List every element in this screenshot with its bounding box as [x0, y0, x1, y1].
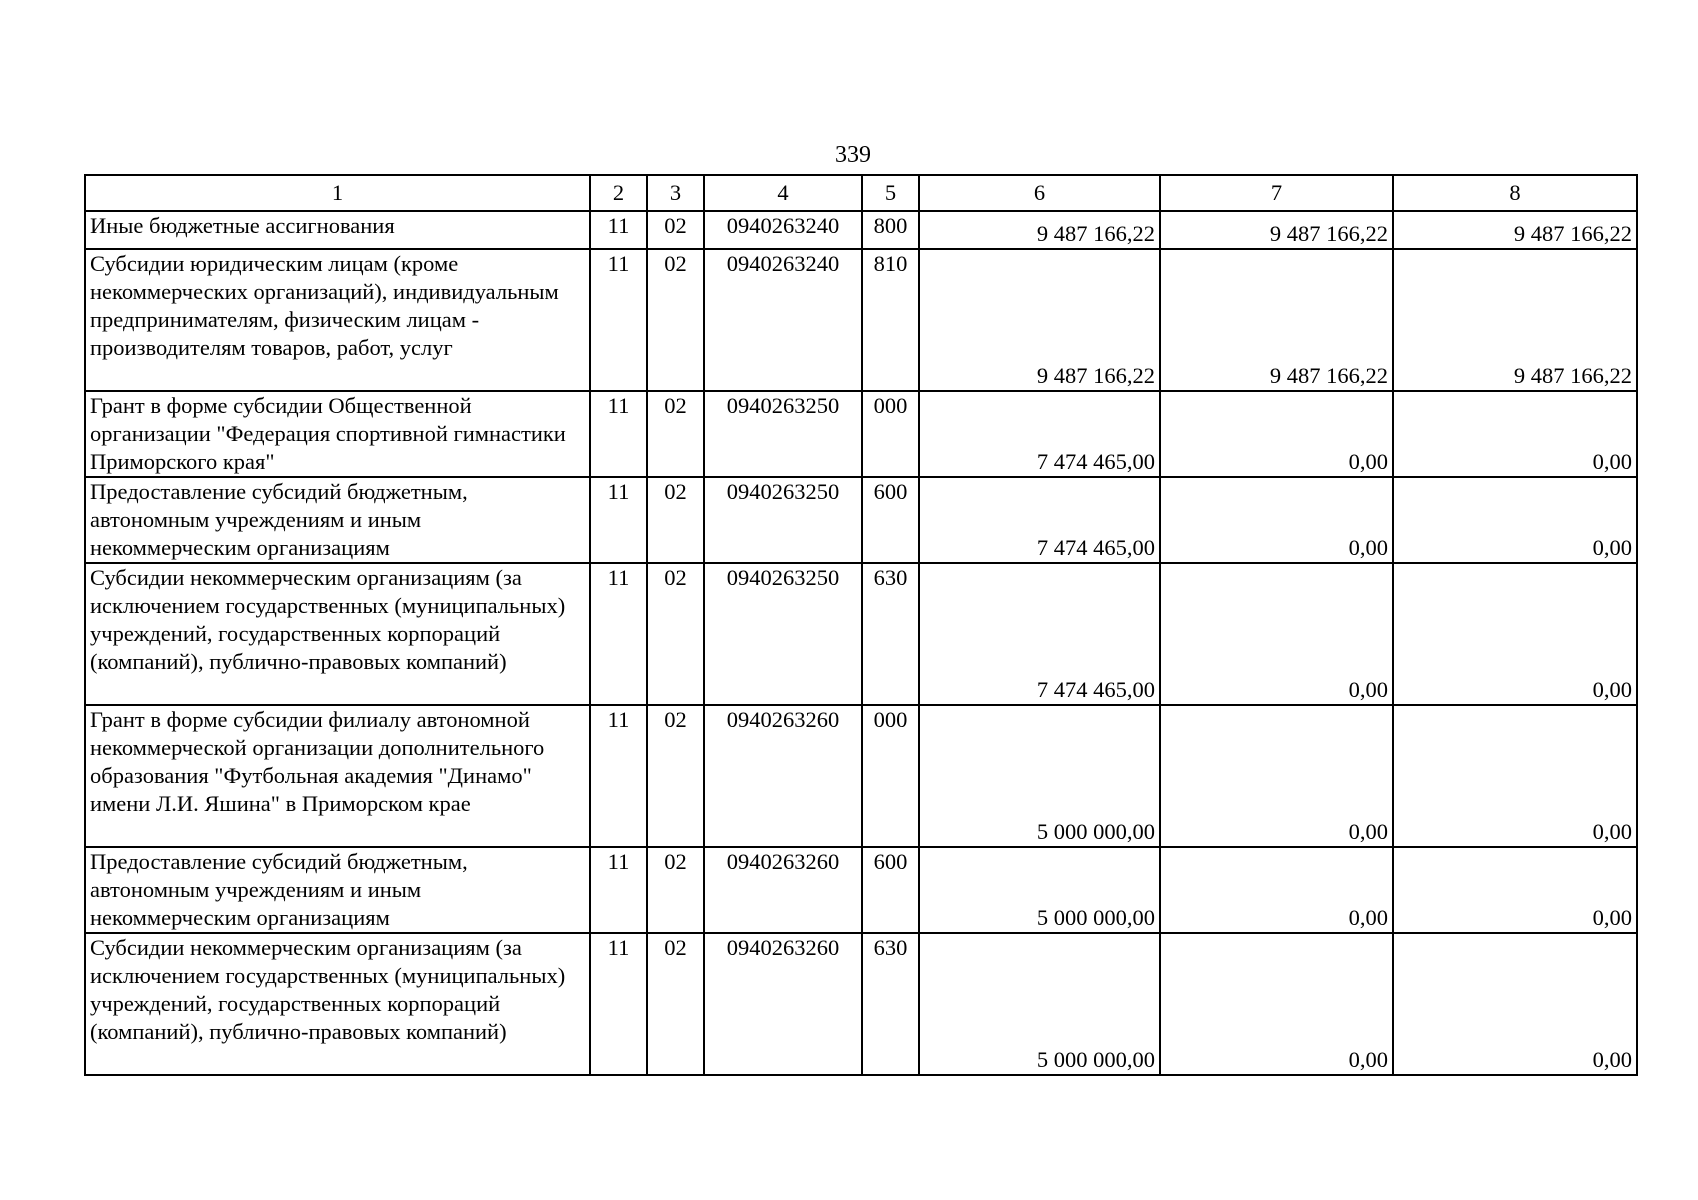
table-row: [85, 249, 1637, 391]
code-cell: 02: [647, 847, 704, 933]
code-cell: 02: [647, 211, 704, 249]
row-name: Грант в форме субсидии филиалу автономной некоммерческой организации дополнительного образования "Футбольная академия "Динамо" имени Л.И. Яшина" в Приморском крае: [85, 705, 590, 847]
table-row: [85, 933, 1637, 1075]
header-cell: 8: [1393, 175, 1637, 211]
code-cell: 02: [647, 477, 704, 563]
row-name: Грант в форме субсидии Общественной организации "Федерация спортивной гимнастики Приморского края": [85, 391, 590, 477]
code-cell: 600: [862, 477, 919, 563]
amount-cell: 9 487 166,22: [919, 249, 1160, 391]
code-cell: 11: [590, 249, 647, 391]
row-name: Предоставление субсидий бюджетным, автономным учреждениям и иным некоммерческим организациям: [85, 477, 590, 563]
amount-cell: 0,00: [1160, 563, 1393, 705]
code-cell: 11: [590, 933, 647, 1075]
table-row: [85, 211, 1637, 249]
row-name: Предоставление субсидий бюджетным, автономным учреждениям и иным некоммерческим организациям: [85, 847, 590, 933]
code-cell: 0940263260: [704, 705, 862, 847]
code-cell: 02: [647, 249, 704, 391]
row-name: Субсидии юридическим лицам (кроме некоммерческих организаций), индивидуальным предпринимателям, физическим лицам - производителям товаров, работ, услуг: [85, 249, 590, 391]
amount-cell: 5 000 000,00: [919, 847, 1160, 933]
code-cell: 02: [647, 563, 704, 705]
amount-cell: 0,00: [1393, 477, 1637, 563]
amount-cell: 7 474 465,00: [919, 563, 1160, 705]
code-cell: 11: [590, 477, 647, 563]
table-row: [85, 477, 1637, 563]
code-cell: 11: [590, 211, 647, 249]
page-number: 339: [835, 142, 871, 168]
amount-cell: 9 487 166,22: [1160, 249, 1393, 391]
table-row: [85, 563, 1637, 705]
code-cell: 800: [862, 211, 919, 249]
row-name: Субсидии некоммерческим организациям (за исключением государственных (муниципальных) учреждений, государственных корпораций (компаний), публично-правовых компаний): [85, 563, 590, 705]
amount-cell: 5 000 000,00: [919, 705, 1160, 847]
header-cell: 3: [647, 175, 704, 211]
code-cell: 600: [862, 847, 919, 933]
code-cell: 11: [590, 391, 647, 477]
amount-cell: 0,00: [1160, 477, 1393, 563]
code-cell: 02: [647, 933, 704, 1075]
amount-cell: 9 487 166,22: [1393, 211, 1637, 249]
code-cell: 000: [862, 705, 919, 847]
amount-cell: 9 487 166,22: [1160, 211, 1393, 249]
amount-cell: 9 487 166,22: [1393, 249, 1637, 391]
header-cell: 4: [704, 175, 862, 211]
header-cell: 7: [1160, 175, 1393, 211]
amount-cell: 0,00: [1160, 847, 1393, 933]
amount-cell: 0,00: [1393, 563, 1637, 705]
code-cell: 0940263250: [704, 477, 862, 563]
code-cell: 810: [862, 249, 919, 391]
code-cell: 11: [590, 847, 647, 933]
code-cell: 0940263260: [704, 933, 862, 1075]
code-cell: 0940263240: [704, 211, 862, 249]
amount-cell: 0,00: [1160, 391, 1393, 477]
amount-cell: 7 474 465,00: [919, 477, 1160, 563]
header-cell: 6: [919, 175, 1160, 211]
header-cell: 5: [862, 175, 919, 211]
code-cell: 000: [862, 391, 919, 477]
code-cell: 630: [862, 933, 919, 1075]
amount-cell: 0,00: [1160, 705, 1393, 847]
header-cell: 1: [85, 175, 590, 211]
code-cell: 630: [862, 563, 919, 705]
amount-cell: 0,00: [1393, 933, 1637, 1075]
header-cell: 2: [590, 175, 647, 211]
row-name: Субсидии некоммерческим организациям (за исключением государственных (муниципальных) учреждений, государственных корпораций (компаний), публично-правовых компаний): [85, 933, 590, 1075]
budget-table: [84, 174, 1638, 1076]
amount-cell: 0,00: [1393, 391, 1637, 477]
code-cell: 0940263260: [704, 847, 862, 933]
table-row: [85, 391, 1637, 477]
amount-cell: 9 487 166,22: [919, 211, 1160, 249]
amount-cell: 5 000 000,00: [919, 933, 1160, 1075]
code-cell: 0940263250: [704, 391, 862, 477]
code-cell: 11: [590, 705, 647, 847]
code-cell: 02: [647, 391, 704, 477]
row-name: Иные бюджетные ассигнования: [85, 211, 590, 249]
amount-cell: 7 474 465,00: [919, 391, 1160, 477]
code-cell: 0940263250: [704, 563, 862, 705]
table-row: [85, 705, 1637, 847]
amount-cell: 0,00: [1393, 847, 1637, 933]
code-cell: 0940263240: [704, 249, 862, 391]
code-cell: 11: [590, 563, 647, 705]
header-row: [85, 175, 1637, 211]
table-row: [85, 847, 1637, 933]
amount-cell: 0,00: [1160, 933, 1393, 1075]
code-cell: 02: [647, 705, 704, 847]
amount-cell: 0,00: [1393, 705, 1637, 847]
